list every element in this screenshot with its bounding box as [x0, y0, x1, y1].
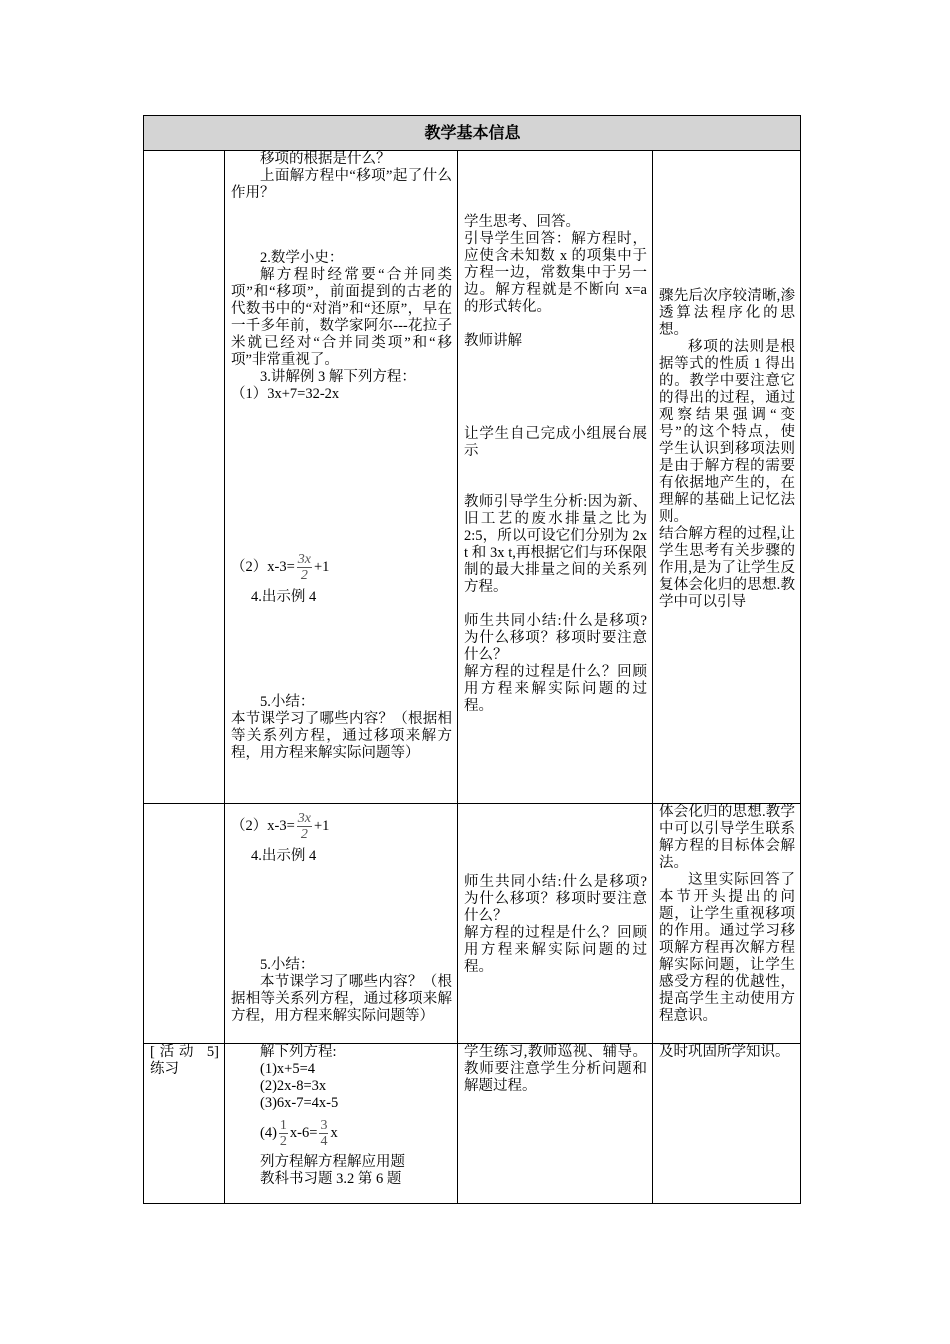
paragraph: 师生共同小结:什么是移项?为什么移项？移项时要注意什么？: [464, 613, 647, 663]
design-cell: [653, 804, 801, 1044]
label-cell-empty: [144, 804, 225, 1044]
table-header-row: [144, 116, 801, 151]
table-title: 教学基本信息: [144, 116, 801, 151]
equation-fraction: （2）x-3= $\frac{3x}{2}$ +1: [231, 810, 330, 842]
content-cell: [225, 151, 458, 804]
fraction: $\frac{3x}{2}$: [297, 810, 311, 842]
equation: (3)6x-7=4x-5: [260, 1095, 339, 1111]
paragraph: 列方程解方程解应用题: [260, 1154, 405, 1170]
table-row: [144, 1044, 801, 1204]
activity-label-cell: [144, 1044, 248, 1204]
equation-fraction: (4) $\frac{1}{2}$ x-6= $\frac{3}{4}$ x: [260, 1117, 338, 1149]
content-cell: [225, 804, 458, 1044]
section-title: 2.数学小史：: [260, 250, 344, 266]
equation: (1)x+5=4: [260, 1061, 316, 1077]
paragraph: 解方程的过程是什么？回顾用方程来解实际问题的过程。: [464, 664, 647, 714]
section-title: 5.小结：: [260, 957, 315, 973]
fraction: $\frac{1}{2}$: [279, 1117, 287, 1149]
paragraph: 教师引导学生分析:因为新、旧工艺的废水排量之比为 2:5，所以可设它们分别为 2x t 和 3x t,再根据它们与环保限制的最大排量之间的关系列方程。: [464, 494, 647, 595]
label-cell-empty: [144, 151, 225, 804]
section-title: 4.出示例 4: [251, 848, 317, 864]
paragraph: 学生思考、回答。: [464, 214, 580, 230]
section-title: 解下列方程:: [260, 1044, 337, 1060]
activity-cell: [458, 804, 653, 1044]
paragraph: 结合解方程的过程,让学生思考有关步骤的作用,是为了让学生反复体会化归的思想.教学中可以引导: [659, 526, 796, 610]
section-title: 4.出示例 4: [251, 589, 317, 605]
paragraph: 移项的法则是根据等式的性质 1 得出的。教学中要注意它的得出的过程，通过观察结果强调“变号”的这个特点，使学生认识到移项法则是由于解方程的需要有依据地产生的，在理解的基础上记忆法则。: [659, 339, 796, 525]
paragraph: 及时巩固所学知识。: [659, 1044, 790, 1060]
paragraph: 教师讲解: [464, 333, 522, 349]
paragraph: 本节课学习了哪些内容？（根据相等关系列方程，通过移项来解方程，用方程来解实际问题等）: [231, 711, 452, 761]
section-title: 5.小结：: [260, 694, 315, 710]
fraction: $\frac{3}{4}$: [320, 1117, 328, 1149]
paragraph: 解方程的过程是什么？回顾用方程来解实际问题的过程。: [464, 925, 647, 975]
design-cell: [653, 151, 801, 804]
table-row: [144, 804, 801, 1044]
activity-label: [活动 5] 练习: [150, 1044, 248, 1077]
lesson-plan-table: [143, 115, 801, 1204]
paragraph: 师生共同小结:什么是移项?为什么移项？移项时要注意什么？: [464, 874, 647, 924]
paragraph: 本节课学习了哪些内容？（根据相等关系列方程，通过移项来解方程，用方程来解实际问题等）: [231, 974, 452, 1024]
equation: (2)2x-8=3x: [260, 1078, 327, 1094]
equation: （1）3x+7=32-2x: [231, 386, 340, 402]
fraction: $\frac{3x}{2}$: [297, 551, 311, 583]
design-cell: [653, 1044, 801, 1204]
paragraph: 教科书习题 3.2 第 6 题: [260, 1171, 402, 1187]
activity-cell: [458, 1044, 653, 1204]
paragraph: 让学生自己完成小组展台展示: [464, 426, 647, 459]
activity-cell: [458, 151, 653, 804]
paragraph: 体会化归的思想.教学中可以引导学生联系解方程的目标体会解法。: [659, 804, 796, 871]
question-text: 上面解方程中“移项”起了什么作用？: [231, 168, 452, 201]
table-row: [144, 151, 801, 804]
equation-fraction: （2）x-3= $\frac{3x}{2}$ +1: [231, 551, 330, 583]
section-title: 3.讲解例 3 解下列方程：: [260, 369, 416, 385]
paragraph: 这里实际回答了本节开头提出的问题，让学生重视移项的作用。通过学习移项解方程再次解方程解实际问题，让学生感受方程的优越性，提高学生主动使用方程意识。: [659, 872, 796, 1024]
question-text: 移项的根据是什么？: [260, 151, 391, 167]
content-cell: [225, 1044, 458, 1204]
paragraph: 解方程时经常要“合并同类项”和“移项”，前面提到的古老的代数书中的“对消”和“还原”，早在一千多年前，数学家阿尔---花拉子米就已经对“合并同类项”和“移项”非常重视了。: [231, 267, 452, 368]
paragraph: 引导学生回答：解方程时，应使含未知数 x 的项集中于方程一边，常数集中于另一边。解方程就是不断向 x=a 的形式转化。: [464, 231, 647, 315]
paragraph: 骤先后次序较清晰,渗透算法程序化的思想。: [659, 288, 796, 338]
paragraph: 学生练习,教师巡视、辅导。教师要注意学生分析问题和 解题过程。: [464, 1044, 647, 1094]
